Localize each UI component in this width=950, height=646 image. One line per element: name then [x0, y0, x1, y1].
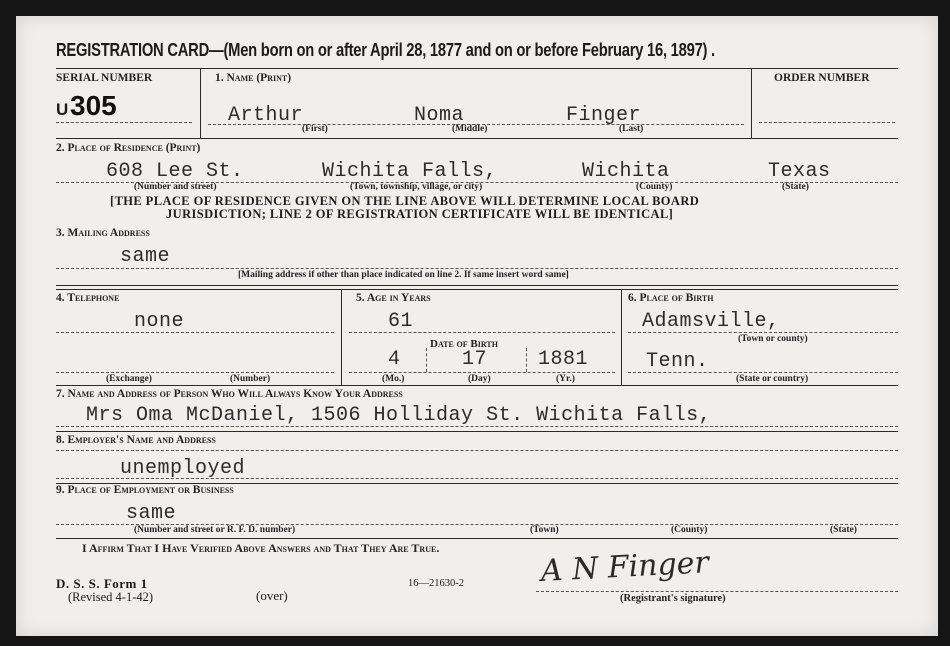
rule	[526, 348, 527, 372]
rule	[56, 478, 898, 479]
age-label: 5. Age in Years	[356, 292, 431, 304]
residence-county-value: Wichita	[582, 160, 670, 183]
rule	[56, 122, 192, 123]
rule	[56, 372, 334, 373]
rule	[759, 122, 895, 123]
number-caption: (Number)	[230, 374, 271, 384]
rule	[56, 68, 898, 69]
telephone-label: 4. Telephone	[56, 292, 120, 304]
residence-town-value: Wichita Falls,	[322, 160, 498, 183]
rule	[56, 538, 898, 539]
rule	[349, 332, 615, 333]
street-caption: (Number and street)	[134, 182, 217, 192]
birth-state-caption: (State or country)	[736, 374, 809, 384]
residence-label: 2. Place of Residence (Print)	[56, 142, 201, 154]
contact-person-value: Mrs Oma McDaniel, 1506 Holliday St. Wichita Falls,	[86, 404, 712, 427]
rule	[751, 68, 752, 138]
registrant-signature: A N Finger	[540, 545, 710, 589]
jurisdiction-notice-line-1: [THE PLACE OF RESIDENCE GIVEN ON THE LINE ABOVE WILL DETERMINE LOCAL BOARD	[110, 194, 700, 208]
serial-prefix: U	[56, 100, 69, 119]
birthplace-label: 6. Place of Birth	[628, 292, 714, 304]
birth-day-value: 17	[462, 348, 488, 371]
order-number-label: ORDER NUMBER	[774, 72, 870, 84]
last-caption: (Last)	[619, 124, 644, 134]
employment-label: 9. Place of Employment or Business	[56, 484, 234, 496]
birthplace-town-value: Adamsville,	[642, 310, 780, 333]
contact-person-label: 7. Name and Address of Person Who Will Always Know Your Address	[56, 388, 403, 400]
first-caption: (First)	[302, 124, 328, 134]
card-title: REGISTRATION CARD—(Men born on or after April 28, 1877 and on or before February 16, 1897) .	[56, 40, 715, 60]
rule	[56, 450, 898, 451]
day-caption: (Day)	[468, 374, 491, 384]
employment-state-caption: (State)	[830, 525, 857, 535]
employment-street-caption: (Number and street or R. F. D. number)	[134, 525, 296, 535]
mailing-address-value: same	[120, 245, 171, 268]
rule	[56, 268, 898, 269]
over-note: (over)	[256, 588, 288, 603]
first-name-value: Arthur	[228, 104, 304, 127]
rule	[56, 385, 898, 386]
rule	[56, 138, 898, 139]
employment-town-caption: (Town)	[530, 525, 559, 535]
town-caption: (Town, township, village, or city)	[350, 182, 483, 192]
rule	[536, 591, 898, 592]
telephone-value: none	[134, 310, 185, 333]
mailing-caption: [Mailing address if other than place indicated on line 2. If same insert word same]	[238, 270, 569, 280]
rule	[628, 332, 898, 333]
rule	[621, 289, 622, 385]
employer-value: unemployed	[120, 457, 246, 480]
residence-street-value: 608 Lee St.	[106, 160, 244, 183]
age-value: 61	[388, 310, 414, 333]
serial-number-label: SERIAL NUMBER	[56, 72, 153, 84]
birth-year-value: 1881	[538, 348, 589, 371]
form-revision: (Revised 4-1-42)	[68, 590, 154, 604]
residence-state-value: Texas	[768, 160, 831, 183]
month-caption: (Mo.)	[382, 374, 405, 384]
rule	[56, 426, 898, 427]
print-code: 16—21630-2	[408, 578, 464, 589]
rule	[56, 431, 898, 432]
rule	[628, 372, 898, 373]
employment-value: same	[126, 502, 177, 525]
employment-county-caption: (County)	[671, 525, 708, 535]
affirmation-text: I Affirm That I Have Verified Above Answers and That They Are True.	[82, 541, 440, 555]
last-name-value: Finger	[566, 104, 642, 127]
date-of-birth-label: Date of Birth	[430, 338, 498, 350]
name-label: 1. Name (Print)	[215, 72, 292, 84]
mailing-address-label: 3. Mailing Address	[56, 227, 150, 239]
rule	[349, 372, 615, 373]
jurisdiction-notice-line-2: JURISDICTION; LINE 2 OF REGISTRATION CERTIFICATE WILL BE IDENTICAL]	[166, 207, 674, 221]
employer-label: 8. Employer's Name and Address	[56, 434, 216, 446]
registration-card	[16, 16, 938, 636]
birthplace-state-value: Tenn.	[646, 350, 709, 373]
serial-number-value: 305	[70, 90, 117, 121]
birth-month-value: 4	[388, 348, 401, 371]
signature-caption: (Registrant's signature)	[620, 593, 726, 604]
county-caption: (County)	[636, 182, 673, 192]
rule	[56, 332, 334, 333]
rule	[341, 289, 342, 385]
rule	[56, 285, 898, 286]
middle-name-value: Noma	[414, 104, 465, 127]
exchange-caption: (Exchange)	[106, 374, 152, 384]
rule	[56, 289, 898, 290]
birth-town-caption: (Town or county)	[738, 334, 808, 344]
rule	[426, 348, 427, 372]
state-caption: (State)	[782, 182, 809, 192]
year-caption: (Yr.)	[556, 374, 575, 384]
rule	[200, 68, 201, 138]
form-name: D. S. S. Form 1	[56, 576, 148, 591]
middle-caption: (Middle)	[452, 124, 488, 134]
